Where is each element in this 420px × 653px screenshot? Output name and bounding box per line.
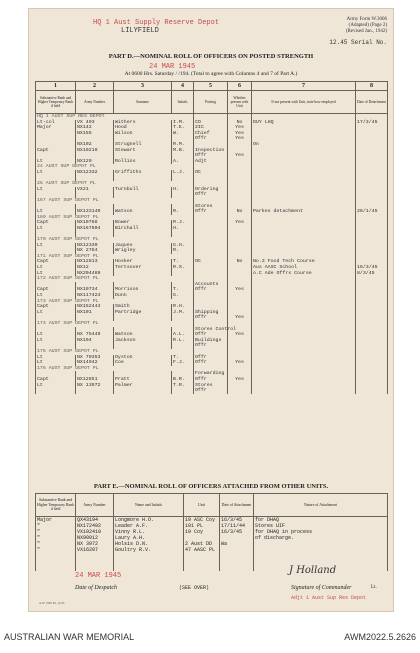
unit-heading: 176 AUST SUP DEPOT PL <box>36 366 194 372</box>
column-number: 7 <box>252 82 356 91</box>
posting-cell: Offr <box>194 343 228 349</box>
surname-cell: Watson <box>114 332 172 338</box>
initials-cell: R.J. <box>172 220 194 226</box>
posting-cell: Offr <box>194 209 228 215</box>
initials-cell: H. <box>172 187 194 193</box>
part-e-title: PART E.—NOMINAL ROLL OF OFFICERS ATTACHED FROM OTHER UNITS. <box>93 483 329 490</box>
army-number-cell: NX 75449 <box>76 332 114 338</box>
rank-cell: Lt-col <box>36 120 76 126</box>
unit-heading: 174 AUST SUP DEPOT PL <box>36 321 194 327</box>
posting-cell: CO <box>194 120 228 126</box>
surname-cell: Strugnell <box>114 142 172 148</box>
unit-cell: 2 Aust DD <box>184 541 220 547</box>
attachment-date-cell: 16/3/45 <box>220 517 254 524</box>
rank-cell: Capt <box>36 287 76 293</box>
printer-note: A.W. 1985 Ed. 12/43 <box>39 601 65 605</box>
rank-cell <box>36 388 76 394</box>
rank-cell: Lt <box>36 383 76 389</box>
initials-cell: R.H. <box>172 304 194 310</box>
initials-cell: M.B. <box>172 148 194 154</box>
army-number-cell: NX 70353 <box>76 355 114 361</box>
form-reference <box>346 17 387 35</box>
initials-cell: R.M. <box>172 142 194 148</box>
surname-cell: Palmer <box>114 383 172 389</box>
despatch-date-stamp: 24 MAR 1945 <box>75 572 122 580</box>
posting-cell: Offr <box>194 377 228 383</box>
surname-cell: Hood <box>114 125 172 131</box>
army-number-cell: NX12330 <box>76 243 114 249</box>
present-cell: No <box>228 259 252 265</box>
army-number-cell: NX152444 <box>76 304 114 310</box>
present-cell: Yes <box>228 131 252 137</box>
surname-cell: Pratt <box>114 377 172 383</box>
army-number-cell: NX10768 <box>76 220 114 226</box>
employment-cell: No.3 Food Tech Course <box>252 259 356 265</box>
army-number-cell: NX14942 <box>76 360 114 366</box>
attachment-date-cell: 16/3/45 <box>220 529 254 535</box>
column-number: 2 <box>76 82 114 91</box>
posting-cell: Accounts <box>194 282 228 288</box>
attachment-date-cell: 17/11/44 <box>220 523 254 529</box>
army-number-cell: NX12 <box>76 265 114 271</box>
present-cell: No <box>228 120 252 126</box>
initials-cell: H. <box>172 226 194 232</box>
officers-roll-table <box>35 81 388 394</box>
posting-cell: Offr <box>194 192 228 198</box>
unit-stamp: HQ 1 Aust Supply Reserve Depot <box>93 19 220 27</box>
unit-cell: 101 PL <box>184 523 220 529</box>
army-number-cell: NX10219 <box>76 148 114 154</box>
initials-cell: R. <box>172 248 194 254</box>
rank-cell: Lt <box>36 170 76 176</box>
posting-cell: Inspection <box>194 148 228 154</box>
column-header: Whether present with Unit <box>228 91 252 114</box>
form-line-3: (Revised Jan., 1942) <box>345 29 387 34</box>
rank-cell: Capt <box>36 220 76 226</box>
army-number-cell: NX204489 <box>76 271 114 277</box>
unit-cell: 19 Coy <box>184 529 220 535</box>
army-number-cell: VX102410 <box>76 529 114 535</box>
column-header: Army Number <box>76 91 114 114</box>
surname-cell: Jackson <box>114 338 172 344</box>
present-cell: Yes <box>228 136 252 142</box>
surname-cell: Dunn <box>114 293 172 299</box>
column-number: 4 <box>172 82 194 91</box>
date-stamp: 24 MAR 1945 <box>149 63 196 71</box>
attachment-nature-cell: of discharge. <box>254 535 388 541</box>
rank-cell: Capt <box>36 304 76 310</box>
rank-cell: Lt <box>36 310 76 316</box>
rank-cell: Lt <box>36 293 76 299</box>
column-header: Posting <box>194 91 228 114</box>
posting-cell: Buildings <box>194 338 228 344</box>
column-number: 5 <box>194 82 228 91</box>
surname-cell: Wrigley <box>114 248 172 254</box>
army-number-cell: NX12851 <box>76 377 114 383</box>
credit-left: AUSTRALIAN WAR MEMORIAL <box>4 632 135 642</box>
attachment-nature-cell: for DHAQ in process <box>254 529 388 535</box>
present-cell: Yes <box>228 377 252 383</box>
column-headers <box>36 91 388 114</box>
posting-cell: Stores <box>194 204 228 210</box>
army-number-cell: NX12332 <box>76 170 114 176</box>
present-cell: Yes <box>228 332 252 338</box>
army-number-cell: VX 493 <box>76 120 114 126</box>
present-cell: Yes <box>228 220 252 226</box>
army-number-cell: NX10734 <box>76 287 114 293</box>
initials-cell: W. <box>172 131 194 137</box>
army-number-cell: NX101 <box>76 310 114 316</box>
posting-cell: Ordering <box>194 187 228 193</box>
surname-cell: Watson <box>114 209 172 215</box>
posting-cell: Offr <box>194 332 228 338</box>
initials-cell: L.J. <box>172 170 194 176</box>
unit-heading: 169 AUST SUP DEPOT PL <box>36 215 194 221</box>
army-number-cell: QX43194 <box>76 517 114 524</box>
empty-cell <box>36 565 76 571</box>
initials-cell: J.M. <box>172 310 194 316</box>
initials-cell: T.E. <box>172 125 194 131</box>
credit-bar <box>0 621 420 653</box>
surname-cell: Turnbull <box>114 187 172 193</box>
column-header: Substantive Rank and Higher Temporary Rank if held <box>36 91 76 114</box>
attachment-nature-cell: for DHAQ <box>254 517 388 524</box>
rank-cell: " <box>36 529 76 535</box>
part-e-header: Nature of Attachment <box>254 494 388 517</box>
employment-cell: Aus AASC School <box>252 265 356 271</box>
surname-cell: Wilson <box>114 131 172 137</box>
posting-cell: Offr <box>194 287 228 293</box>
see-over-note: (SEE OVER) <box>179 585 210 591</box>
part-d-title: PART D.—NOMINAL ROLL OF OFFICERS ON POSTED STRENGTH <box>108 53 314 60</box>
army-number-cell: NX133140 <box>76 209 114 215</box>
surname-cell: Hosker <box>114 259 172 265</box>
surname-cell: Stewart <box>114 148 172 154</box>
employment-cell: DUY LHQ <box>252 120 356 126</box>
present-cell: Yes <box>228 360 252 366</box>
unit-heading: 171 AUST SUP DEPOT PL <box>36 254 194 260</box>
unit-heading: 25 AUST SUP DEPOT PL <box>36 181 194 187</box>
army-number-cell: NX90912 <box>76 535 114 541</box>
posting-cell: Chief <box>194 131 228 137</box>
unit-cell: 19 ASC Coy <box>184 517 220 524</box>
army-number-cell: NX167604 <box>76 226 114 232</box>
form-line-2: (Adapted) (Page 2) <box>348 23 387 28</box>
initials-cell <box>172 388 194 394</box>
column-number: 8 <box>356 82 388 91</box>
rank-cell: Lt <box>36 355 76 361</box>
signature-label: Signature of Commander <box>291 585 352 591</box>
posting-cell: Shipping <box>194 310 228 316</box>
surname-cell: Griffiths <box>114 170 172 176</box>
initials-cell: G.H. <box>172 243 194 249</box>
column-header: If not present with Unit, state how employed <box>252 91 356 114</box>
army-number-cell <box>76 388 114 394</box>
army-number-cell: NX155 <box>76 131 114 137</box>
initials-cell: F.J. <box>172 360 194 366</box>
part-e-headers <box>36 494 388 517</box>
adjutant-stamp: Adjt 1 Aust Sup Res Depot <box>291 595 367 601</box>
posting-cell: Offr <box>194 360 228 366</box>
army-number-cell: NX 13972 <box>76 383 114 389</box>
detachment-date-cell: 8/3/45 <box>356 271 388 277</box>
posting-cell: OC <box>194 170 228 176</box>
rank-cell: Lt <box>36 159 76 165</box>
rank-cell: Capt <box>36 259 76 265</box>
rank-cell: Lt <box>36 243 76 249</box>
unit-heading: 173 AUST SUP DEPOT PL <box>36 299 194 305</box>
rank-cell: Capt <box>36 377 76 383</box>
name-cell: Vinny R.L. <box>114 529 184 535</box>
unit-heading: HQ 1 AUST SUP RES DEPOT <box>36 114 194 120</box>
part-e-header: Army Number <box>76 494 114 517</box>
initials-cell: T. <box>172 259 194 265</box>
attachment-nature-cell: Stores UIF <box>254 523 388 529</box>
posting-cell: Stores <box>194 383 228 389</box>
column-numbers <box>36 82 388 91</box>
initials-cell: R.L. <box>172 338 194 344</box>
posting-cell: Stores Control <box>195 326 237 332</box>
initials-cell: A. <box>172 159 194 165</box>
surname-cell: Partridge <box>114 310 172 316</box>
initials-cell: T. <box>172 287 194 293</box>
column-number: 1 <box>36 82 76 91</box>
unit-heading: 24 AUST SUP DEPOT PL <box>36 164 194 170</box>
army-number-cell: VX16207 <box>76 547 114 553</box>
surname-cell: Coe <box>114 360 172 366</box>
unit-cell: 47 AASC PL <box>184 547 220 553</box>
empty-cell <box>114 565 184 571</box>
army-number-cell: NX102 <box>76 142 114 148</box>
column-number: 3 <box>114 82 172 91</box>
empty-cell <box>184 565 220 571</box>
rank-cell: Major <box>36 125 76 131</box>
posting-cell: OC <box>194 259 228 265</box>
employment-cell: o.C Ade Offrs Course <box>252 271 356 277</box>
surname-cell: Withers <box>114 120 172 126</box>
present-cell: Yes <box>228 125 252 131</box>
army-number-cell: NX129 <box>76 159 114 165</box>
column-header: Date of Detachment <box>356 91 388 114</box>
credit-right: AWM2022.5.2626 <box>344 632 416 642</box>
present-cell: No <box>228 209 252 215</box>
roll-body <box>36 114 388 394</box>
army-number-cell: VX21 <box>76 187 114 193</box>
empty-cell <box>76 565 114 571</box>
attached-officers-table <box>35 493 388 571</box>
serial-number: 12.45 Serial No. <box>329 39 387 46</box>
column-header: Surname <box>114 91 172 114</box>
document-sheet <box>28 8 394 612</box>
surname-cell: Birchall <box>114 226 172 232</box>
surname-cell: Tertsover <box>114 265 172 271</box>
posting-cell: Adjt <box>194 159 228 165</box>
army-number-cell: NX 2784 <box>76 248 114 254</box>
unit-heading: 175 AUST SUP DEPOT PL <box>36 349 194 355</box>
place-stamp: LILYFIELD <box>121 27 159 35</box>
rank-cell: Lt <box>36 265 76 271</box>
posting-cell: Offr <box>194 388 228 394</box>
present-cell <box>228 388 252 394</box>
rank-cell: Lt <box>36 209 76 215</box>
initials-cell: A.L. <box>172 332 194 338</box>
column-header: Initials <box>172 91 194 114</box>
name-cell: Goultry R.V. <box>114 547 184 553</box>
empty-cell <box>220 565 254 571</box>
initials-cell: I.M. <box>172 120 194 126</box>
surname-cell: Morrison <box>114 287 172 293</box>
employment-cell: Parkes detachment <box>252 209 356 215</box>
name-cell: Leader A.F. <box>114 523 184 529</box>
rank-cell: Capt <box>36 148 76 154</box>
surname-cell: Oyston <box>114 355 172 361</box>
part-d-subtitle: At 0600 Hrs. Saturday / /194. (Total to agree with Columns 4 and 7 of Part A.) <box>124 71 298 77</box>
posting-cell: Offr <box>194 355 228 361</box>
rank-cell: Lt <box>36 332 76 338</box>
commander-signature: J Holland <box>289 565 337 576</box>
rank-cell: " <box>36 547 76 553</box>
initials-cell: B.R. <box>172 377 194 383</box>
part-e-header: Unit <box>184 494 220 517</box>
despatch-label: Date of Despatch <box>75 585 117 591</box>
surname-cell <box>114 388 172 394</box>
part-e-header: Name and Initials <box>114 494 184 517</box>
rank-cell: " <box>36 541 76 547</box>
unit-heading: 172 AUST SUP DEPOT PL <box>36 276 194 282</box>
part-e-header: Substantive Rank and Higher Temporary Rank if held <box>36 494 76 517</box>
present-cell: Yes <box>228 153 252 159</box>
name-cell: Holsis D.N. <box>114 541 184 547</box>
employment-cell <box>252 388 356 394</box>
army-number-cell: NX142 <box>76 125 114 131</box>
posting-cell: Forwarding <box>194 371 228 377</box>
form-line-1: Army Form W.3006 <box>346 17 387 22</box>
initials-cell: T.R. <box>172 383 194 389</box>
rank-cell: Lt <box>36 187 76 193</box>
initials-cell: G. <box>172 293 194 299</box>
part-e-header: Date of Attachment <box>220 494 254 517</box>
rank-cell: " <box>36 523 76 529</box>
name-cell: Laury A.H. <box>114 535 184 541</box>
posting-cell: Offr <box>194 153 228 159</box>
rank-cell: Lt <box>36 360 76 366</box>
initials-cell: R.S. <box>172 265 194 271</box>
part-e-body <box>36 517 388 572</box>
rank-cell: " <box>36 535 76 541</box>
surname-cell: Smith <box>114 304 172 310</box>
employment-cell: On <box>252 142 356 148</box>
posting-cell: Offr <box>194 315 228 321</box>
rank-cell: Lt <box>36 338 76 344</box>
rank-cell: Lt <box>36 271 76 277</box>
unit-heading: 170 AUST SUP DEPOT PL <box>36 237 194 243</box>
surname-cell: Jaques <box>114 243 172 249</box>
surname-cell: Bower <box>114 220 172 226</box>
name-cell: Longmore H.O. <box>114 517 184 524</box>
surname-cell: Rollins <box>114 159 172 165</box>
column-number: 6 <box>228 82 252 91</box>
initials-cell: R. <box>172 209 194 215</box>
table-row <box>36 388 388 394</box>
rank-cell: Lt <box>36 226 76 232</box>
army-number-cell: NX12813 <box>76 259 114 265</box>
attachment-date-cell: Wa <box>220 541 254 547</box>
posting-cell: Offr <box>194 136 228 142</box>
army-number-cell: NX172492 <box>76 523 114 529</box>
rank-cell: Major <box>36 517 76 524</box>
detachment-date-cell: 26/1/45 <box>356 209 388 215</box>
signature-rank: Lt. <box>371 585 377 590</box>
detachment-date-cell: 16/3/45 <box>356 265 388 271</box>
present-cell: Yes <box>228 315 252 321</box>
initials-cell: T. <box>172 355 194 361</box>
present-cell: Yes <box>228 287 252 293</box>
posting-cell: 2IC <box>194 125 228 131</box>
army-number-cell: NX 3972 <box>76 541 114 547</box>
army-number-cell: NX104 <box>76 338 114 344</box>
unit-heading: 167 AUST SUP DEPOT PL <box>36 198 194 204</box>
detachment-date-cell <box>356 388 388 394</box>
detachment-date-cell: 17/3/45 <box>356 120 388 126</box>
army-number-cell: NX117424 <box>76 293 114 299</box>
